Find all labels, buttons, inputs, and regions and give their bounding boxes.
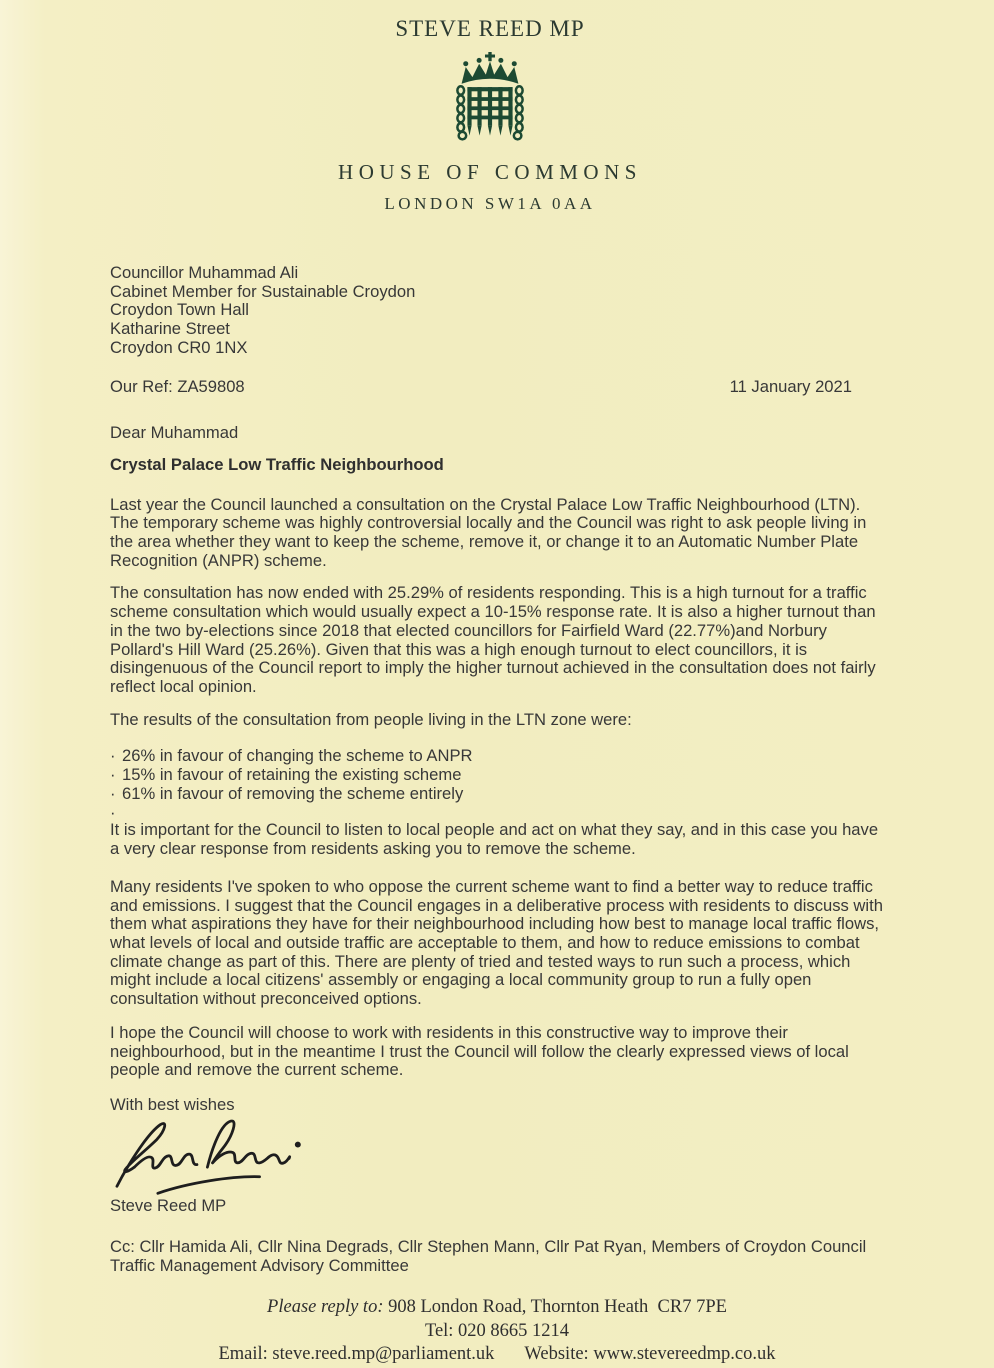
bullet-item xyxy=(110,747,888,766)
mp-name-heading: STEVE REED MP xyxy=(395,16,585,41)
bullet-item xyxy=(110,766,888,785)
institution-address: LONDON SW1A 0AA xyxy=(384,194,596,213)
bullet-dot: · xyxy=(110,783,116,803)
paragraph-turnout: The consultation has now ended with 25.29% of residents responding. This is a high turnout for a traffic scheme consultation which would usually expect a 10-15% response rate. It is also a higher turnout than in the two by-elections since 2018 that elected councillors for Fairfield Ward (22.77%)and Norbury Pollard's Hill Ward (25.26%). Given that this was a high enough turnout to elect councillors, it is disingenuous of the Council report to imply the higher turnout achieved in the consultation does not fairly reflect local opinion. xyxy=(110,583,876,696)
recipient-line: Croydon Town Hall xyxy=(110,300,249,320)
footer-website: Website: www.stevereedmp.co.uk xyxy=(524,1344,776,1364)
reply-address: 908 London Road, Thornton Heath CR7 7PE xyxy=(383,1297,727,1317)
bullet-dot: · xyxy=(110,746,116,766)
bullet-text: 26% in favour of changing the scheme to ANPR xyxy=(122,746,473,766)
institution-heading: HOUSE OF COMMONS xyxy=(338,160,642,184)
recipient-line: Croydon CR0 1NX xyxy=(110,337,248,357)
letterhead xyxy=(0,0,980,214)
paragraph-hope: I hope the Council will choose to work with residents in this constructive way to improve their neighbourhood, but in the meantime I trust the Council will follow the clearly expressed views of local people and remove the current scheme. xyxy=(110,1022,849,1080)
results-bullet-list xyxy=(110,747,888,803)
recipient-address-block xyxy=(110,264,888,358)
page-footer xyxy=(0,1296,994,1367)
crest-container xyxy=(0,52,980,144)
recipient-line: Katharine Street xyxy=(110,319,230,339)
signature-container xyxy=(100,1115,888,1195)
footer-contact-line xyxy=(0,1343,994,1367)
recipient-line: Cabinet Member for Sustainable Croydon xyxy=(110,281,416,301)
bullet-dot: · xyxy=(110,765,116,785)
reply-label: Please reply to: xyxy=(267,1297,384,1317)
salutation: Dear Muhammad xyxy=(110,423,239,443)
subject-line: Crystal Palace Low Traffic Neighbourhood xyxy=(110,454,444,474)
footer-email: Email: steve.reed.mp@parliament.uk xyxy=(218,1344,495,1364)
footer-reply-line xyxy=(0,1296,994,1320)
portcullis-crest-icon xyxy=(448,52,532,144)
letter-date: 11 January 2021 xyxy=(729,376,852,396)
stray-bullet-dot: · xyxy=(110,803,116,823)
signer-name: Steve Reed MP xyxy=(110,1195,227,1215)
paragraph-consultation-launch: Last year the Council launched a consultation on the Crystal Palace Low Traffic Neighbourhood (LTN). The temporary scheme was highly controversial locally and the Council was right to ask people living in the area whether they want to keep the scheme, remove it, or change it to an Automatic Number Plate Recognition (ANPR) scheme. xyxy=(110,494,867,570)
recipient-line: Councillor Muhammad Ali xyxy=(110,263,299,282)
paragraph-deliberative-process: Many residents I've spoken to who oppose the current scheme want to find a better way to reduce traffic and emissions. I suggest that the Council engages in a deliberative process with residents to discuss with them what aspirations they have for their neighbourhood including how best to manage local traffic flows, what levels of local and outside traffic are acceptable to them, and how to reduce emissions to combat climate change as part of this. There are plenty of tried and tested ways to run such a process, which might include a local citizens' assembly or engaging a local community group to run a fully open consultation without preconceived options. xyxy=(110,876,883,1009)
paragraph-results-intro: The results of the consultation from people living in the LTN zone were: xyxy=(110,709,632,729)
letter-body xyxy=(110,264,888,1276)
reference-date-row xyxy=(110,378,888,397)
signature-scrawl xyxy=(100,1115,320,1195)
our-ref: Our Ref: ZA59808 xyxy=(110,376,245,396)
closing-line: With best wishes xyxy=(110,1094,235,1114)
cc-line: Cc: Cllr Hamida Ali, Cllr Nina Degrads, Cllr Stephen Mann, Cllr Pat Ryan, Members of Croydon Council Traffic Management Advisory Committee xyxy=(110,1237,867,1276)
bullet-item xyxy=(110,785,888,804)
bullet-text: 61% in favour of removing the scheme entirely xyxy=(122,783,464,803)
bullet-text: 15% in favour of retaining the existing scheme xyxy=(122,765,462,785)
paragraph-listen: It is important for the Council to listen to local people and act on what they say, and in this case you have a very clear response from residents asking you to remove the scheme. xyxy=(110,820,879,859)
footer-tel-line: Tel: 020 8665 1214 xyxy=(424,1320,570,1341)
